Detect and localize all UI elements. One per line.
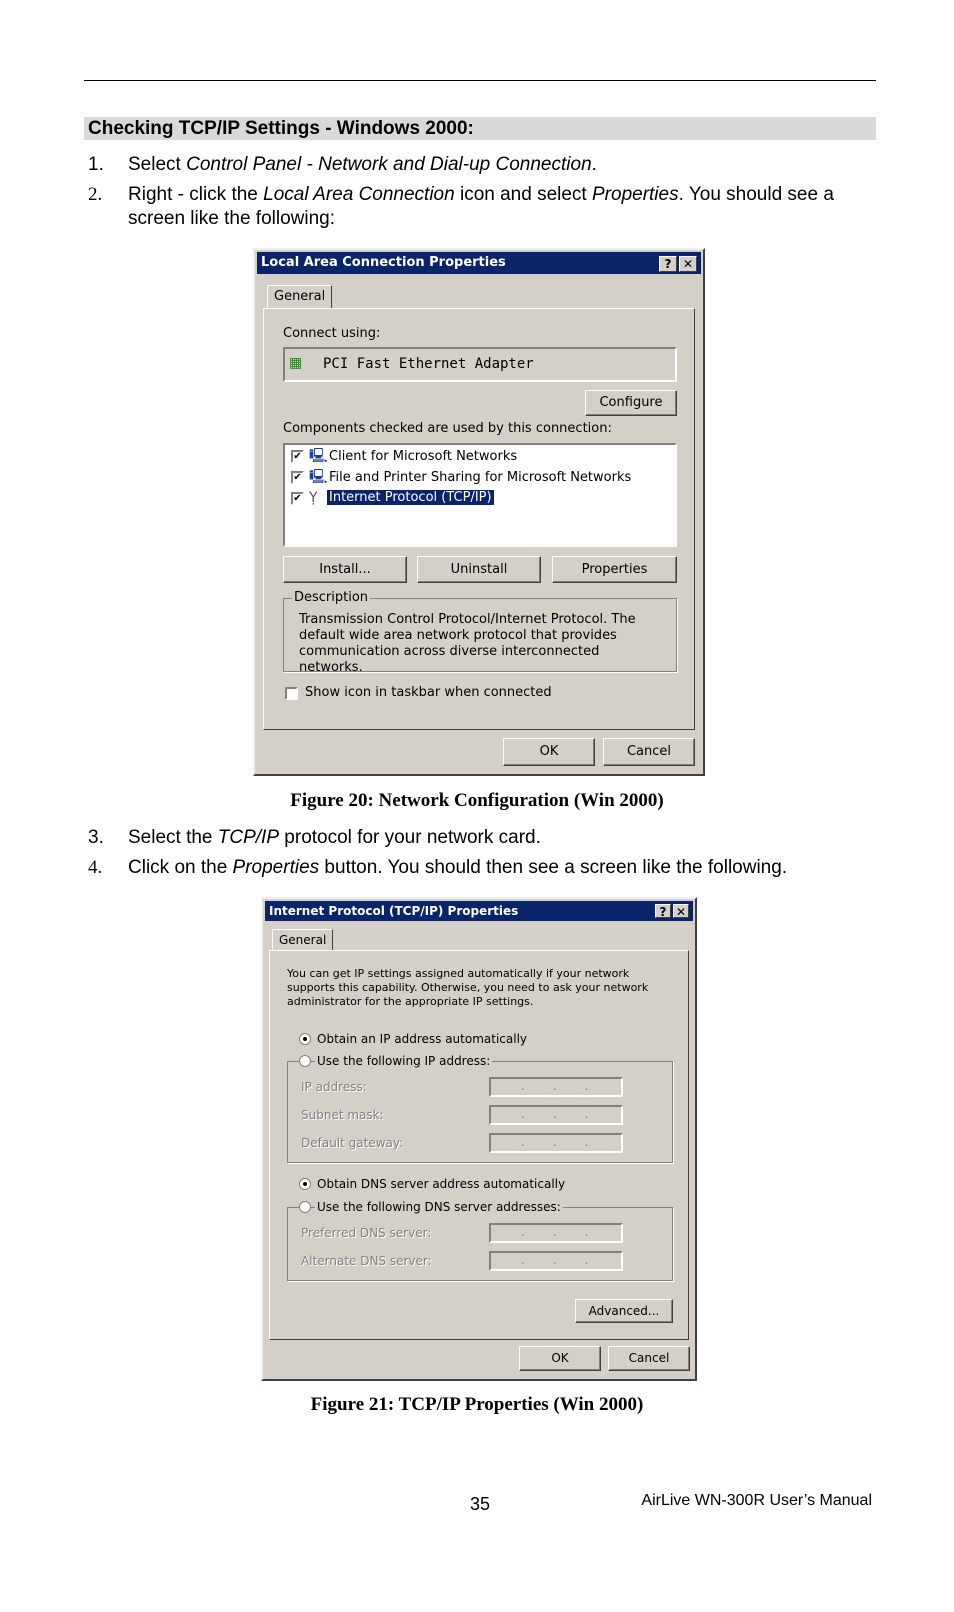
computer-icon: 🖳 [309, 469, 328, 485]
network-adapter-icon: ▦ [289, 355, 303, 371]
use-following-ip-label: Use the following IP address: [317, 1054, 491, 1068]
description-legend: Description [294, 590, 369, 605]
show-icon-checkbox[interactable] [285, 687, 298, 700]
adapter-field [283, 347, 677, 382]
dialog-titlebar: Internet Protocol (TCP/IP) Properties ? ✕ [265, 901, 693, 921]
figure-21-caption: Figure 21: TCP/IP Properties (Win 2000) [310, 1394, 644, 1415]
step-number: 1. [88, 154, 104, 175]
cancel-button[interactable]: Cancel [608, 1346, 690, 1371]
intro-text: You can get IP settings assigned automatically if your network supports this capability. Otherwise, you need to ask your network administrator for the appropriate IP settings. [287, 967, 649, 1008]
install-button[interactable]: Install... [283, 556, 407, 583]
description-text: Transmission Control Protocol/Internet Protocol. The default wide area network protocol that provides communication across diverse interconnected networks. [299, 612, 636, 675]
tab-general[interactable]: General [267, 285, 332, 308]
protocol-icon: Ỵ [309, 490, 318, 506]
configure-button[interactable]: Configure [585, 390, 677, 416]
use-following-dns-label: Use the following DNS server addresses: [317, 1200, 561, 1214]
page-number: 35 [469, 1494, 491, 1514]
show-icon-label: Show icon in taskbar when connected [305, 685, 552, 700]
ip-address-field[interactable]: ... [489, 1077, 623, 1097]
step-3: 3. Select the TCP/IP protocol for your network card. [88, 827, 541, 848]
ok-button[interactable]: OK [503, 738, 595, 766]
cancel-button[interactable]: Cancel [603, 738, 695, 766]
step-number: 2. [88, 184, 103, 205]
default-gateway-field[interactable]: ... [489, 1133, 623, 1153]
step-4: 4. Click on the Properties button. You should then see a screen like the following. [88, 857, 788, 878]
component-file-sharing[interactable]: File and Printer Sharing for Microsoft Networks [329, 470, 632, 485]
properties-button[interactable]: Properties [552, 556, 677, 583]
dialog-titlebar: Local Area Connection Properties ? ✕ [257, 252, 701, 274]
ok-button[interactable]: OK [519, 1346, 601, 1371]
components-label: Components checked are used by this connection: [283, 421, 612, 436]
preferred-dns-label: Preferred DNS server: [301, 1226, 432, 1240]
lan-properties-dialog [253, 248, 705, 776]
connect-using-label: Connect using: [283, 326, 381, 341]
preferred-dns-field[interactable]: ... [489, 1223, 623, 1243]
obtain-dns-auto-label: Obtain DNS server address automatically [317, 1177, 566, 1191]
figure-20-caption: Figure 20: Network Configuration (Win 2000) [290, 790, 664, 811]
subnet-mask-field[interactable]: ... [489, 1105, 623, 1125]
advanced-button[interactable]: Advanced... [575, 1299, 673, 1323]
section-heading: Checking TCP/IP Settings - Windows 2000: [84, 117, 876, 140]
checkbox-file-sharing[interactable]: ✔ [291, 471, 304, 484]
step-2: 2. Right - click the Local Area Connection icon and select Properties. You should see a screen like the following: [88, 184, 834, 229]
step-number: 4. [88, 857, 103, 878]
obtain-ip-auto-radio[interactable] [299, 1033, 311, 1045]
alternate-dns-field[interactable]: ... [489, 1251, 623, 1271]
help-button[interactable]: ? [655, 904, 671, 918]
step-1: 1. Select Control Panel - Network and Dial-up Connection. [88, 154, 597, 175]
checkbox-tcpip[interactable]: ✔ [291, 492, 304, 505]
use-following-ip-radio[interactable] [299, 1055, 311, 1067]
component-client[interactable]: Client for Microsoft Networks [329, 449, 518, 464]
component-tcpip[interactable]: Internet Protocol (TCP/IP) [329, 490, 492, 505]
tcpip-properties-dialog [261, 897, 697, 1381]
obtain-dns-auto-radio[interactable] [299, 1178, 311, 1190]
alternate-dns-label: Alternate DNS server: [301, 1254, 432, 1268]
help-button[interactable]: ? [659, 256, 677, 272]
use-following-dns-radio[interactable] [299, 1201, 311, 1213]
adapter-name: PCI Fast Ethernet Adapter [323, 356, 534, 372]
obtain-ip-auto-label: Obtain an IP address automatically [317, 1032, 528, 1046]
checkbox-client[interactable]: ✔ [291, 450, 304, 463]
top-rule [84, 80, 876, 81]
computer-icon: 🖳 [309, 448, 328, 464]
tab-general[interactable]: General [272, 929, 333, 950]
close-button[interactable]: ✕ [679, 256, 697, 272]
subnet-mask-label: Subnet mask: [301, 1108, 384, 1122]
components-list[interactable] [283, 443, 677, 547]
close-button[interactable]: ✕ [673, 904, 689, 918]
manual-title: AirLive WN-300R User’s Manual [641, 1492, 872, 1509]
uninstall-button[interactable]: Uninstall [417, 556, 541, 583]
ip-address-label: IP address: [301, 1080, 367, 1094]
step-number: 3. [88, 827, 104, 848]
default-gateway-label: Default gateway: [301, 1136, 404, 1150]
